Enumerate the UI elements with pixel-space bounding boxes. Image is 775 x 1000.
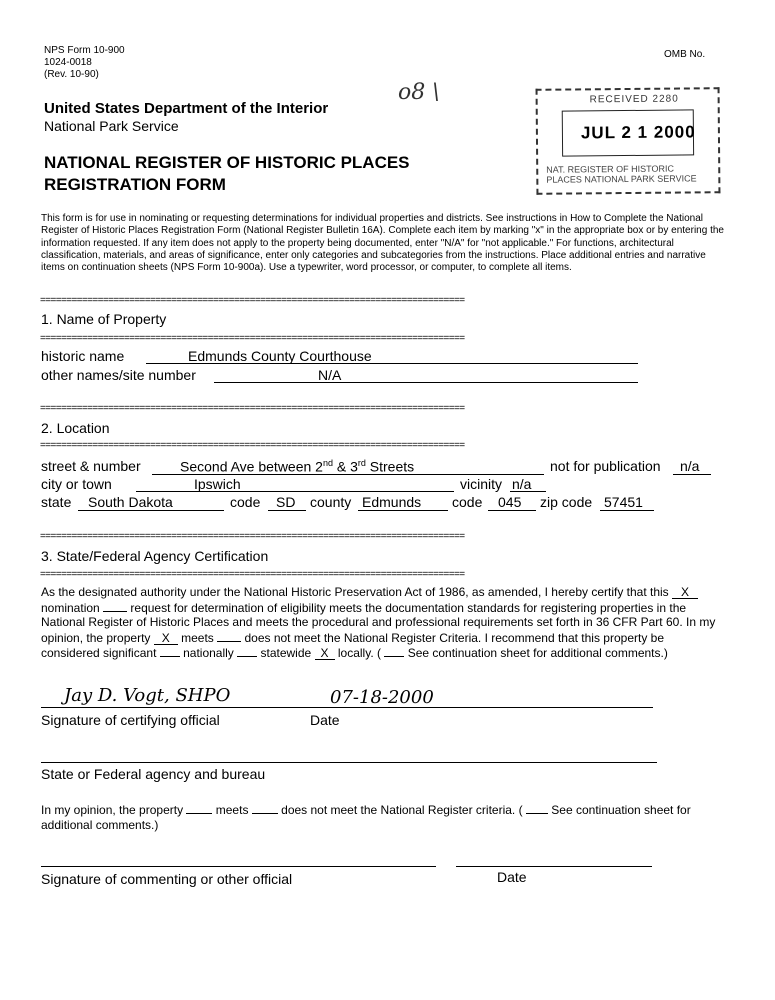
statewide-checkbox[interactable]: [237, 645, 257, 657]
form-number: NPS Form 10-900: [44, 45, 125, 56]
intro-instructions: This form is for use in nominating or requesting determinations for individual properties and districts. See instructions in How to Complete the National Register of Historic Places Registration Form (National Register Bulletin 16A). Complete each item by marking "x" in the appropriate box or by entering the information requested. If any item does not apply to the property being documented, enter "N/A" for "not applicable." For functions, architectural classification, materials, and areas of significance, enter only categories and subcategories from the instructions. Place additional entries and narrative items on continuation sheets (NPS Form 10-900a). Use a typewriter, word processor, or computer, to complete all items.: [41, 213, 724, 274]
other-names-line: [214, 382, 638, 383]
agency-name: National Park Service: [44, 118, 179, 134]
department-name: United States Department of the Interior: [44, 100, 329, 117]
county-value[interactable]: Edmunds: [362, 494, 422, 510]
cert-text-c: request for determination of eligibility meets the documentation standards for registering properties in the National Register of Historic Places and meets the procedural and professional requirements set forth in 36 CFR Part 60. In my opinion, the property: [41, 600, 716, 645]
state-code-value[interactable]: SD: [276, 494, 296, 510]
county-label: county: [310, 494, 352, 510]
commenting-label: Signature of commenting or other official: [41, 871, 293, 887]
not-for-publication-value[interactable]: n/a: [680, 458, 700, 474]
county-line: [358, 510, 448, 511]
stamp-received: RECEIVED 2280: [589, 93, 679, 106]
state-value[interactable]: South Dakota: [88, 494, 173, 510]
not-for-publication-line: [673, 474, 711, 475]
street-text-c: Streets: [365, 458, 415, 475]
divider-rule: =================================================================================: [40, 404, 465, 414]
county-code-value[interactable]: 045: [498, 494, 522, 510]
stamp-date: JUL 2 1 2000: [580, 122, 696, 143]
street-value[interactable]: [180, 458, 414, 475]
handwritten-signature: Jay D. Vogt, SHPO: [64, 685, 231, 706]
certification-paragraph: [41, 585, 726, 661]
divider-rule: =================================================================================: [40, 441, 465, 451]
locally-checkbox[interactable]: X: [315, 647, 335, 660]
street-label: street & number: [41, 458, 141, 474]
bureau-label: State or Federal agency and bureau: [41, 766, 266, 782]
commenting-date-line: [456, 866, 652, 867]
opinion-not-meet-checkbox[interactable]: [252, 802, 278, 814]
divider-rule: =================================================================================: [40, 334, 465, 344]
not-for-publication-label: not for publication: [550, 458, 661, 474]
date-label: Date: [310, 712, 340, 728]
city-label: city or town: [41, 476, 112, 492]
zip-value[interactable]: 57451: [604, 494, 643, 510]
nomination-checkbox[interactable]: X: [672, 586, 698, 599]
historic-name-label: historic name: [41, 348, 125, 364]
signature-label: Signature of certifying official: [41, 712, 220, 728]
handwritten-mark: o8 \: [398, 80, 440, 105]
form-title-line2: REGISTRATION FORM: [44, 175, 226, 194]
omb-label: OMB No.: [664, 49, 706, 60]
county-code-line: [488, 510, 536, 511]
state-code-label: code: [230, 494, 261, 510]
section2-heading: 2. Location: [41, 420, 110, 436]
cert-text-i: See continuation sheet for additional comments.): [407, 646, 668, 661]
street-text-a: Second Ave between 2: [180, 458, 323, 475]
stamp-office: NAT. REGISTER OF HISTORIC PLACES NATIONAL PARK SERVICE: [546, 163, 697, 185]
omb-number: 1024-0018: [44, 57, 92, 68]
city-value[interactable]: Ipswich: [194, 476, 241, 492]
cert-text-a: As the designated authority under the National Historic Preservation Act of 1986, as amended, I hereby certify that this: [41, 585, 669, 599]
section3-heading: 3. State/Federal Agency Certification: [41, 548, 269, 564]
divider-rule: =================================================================================: [40, 570, 465, 580]
cert-text-b: nomination: [41, 600, 100, 615]
commenting-date-label: Date: [497, 869, 527, 885]
other-names-label: other names/site number: [41, 367, 196, 383]
state-label: state: [41, 494, 72, 510]
does-not-meet-checkbox[interactable]: [217, 630, 241, 642]
other-names-value[interactable]: N/A: [318, 367, 342, 383]
nationally-checkbox[interactable]: [160, 645, 180, 657]
divider-rule: =================================================================================: [40, 296, 465, 306]
form-revision: (Rev. 10-90): [44, 69, 99, 80]
meets-checkbox[interactable]: X: [154, 632, 178, 645]
state-line: [78, 510, 224, 511]
state-code-line: [268, 510, 306, 511]
zip-label: zip code: [540, 494, 593, 510]
continuation-checkbox[interactable]: [384, 645, 404, 657]
opinion-meets-checkbox[interactable]: [186, 802, 212, 814]
form-title-line1: NATIONAL REGISTER OF HISTORIC PLACES: [44, 153, 410, 172]
opinion-text-b: meets: [215, 803, 249, 817]
section1-heading: 1. Name of Property: [41, 311, 167, 327]
received-stamp: [536, 87, 721, 195]
opinion-text-d: See continuation sheet for additional comments.): [41, 803, 691, 832]
bureau-line: [41, 762, 657, 763]
opinion-text-c: does not meet the National Register criteria. (: [281, 803, 523, 817]
historic-name-value[interactable]: Edmunds County Courthouse: [188, 348, 372, 364]
cert-text-f: nationally: [183, 646, 234, 661]
street-sup-rd: rd: [357, 458, 366, 468]
divider-rule: =================================================================================: [40, 532, 465, 542]
street-sup-nd: nd: [322, 458, 333, 468]
street-text-b: & 3: [332, 458, 358, 475]
handwritten-date: 07-18-2000: [330, 687, 434, 708]
county-code-label: code: [452, 494, 483, 510]
zip-line: [600, 510, 654, 511]
request-checkbox[interactable]: [103, 600, 127, 612]
cert-text-d: meets: [181, 630, 214, 645]
signature-line: [41, 707, 653, 708]
stamp-date-box: [562, 109, 694, 156]
cert-text-e: does not meet the National Register Criteria. I recommend that this property be considered significant: [41, 630, 665, 661]
vicinity-value[interactable]: n/a: [512, 476, 532, 492]
cert-text-h: locally. (: [337, 646, 381, 661]
opinion-paragraph: [41, 802, 726, 832]
city-line: [136, 491, 454, 492]
opinion-text-a: In my opinion, the property: [41, 803, 184, 817]
opinion-continuation-checkbox[interactable]: [526, 802, 548, 814]
commenting-signature-line: [41, 866, 436, 867]
cert-text-g: statewide: [260, 646, 312, 661]
vicinity-label: vicinity: [460, 476, 503, 492]
